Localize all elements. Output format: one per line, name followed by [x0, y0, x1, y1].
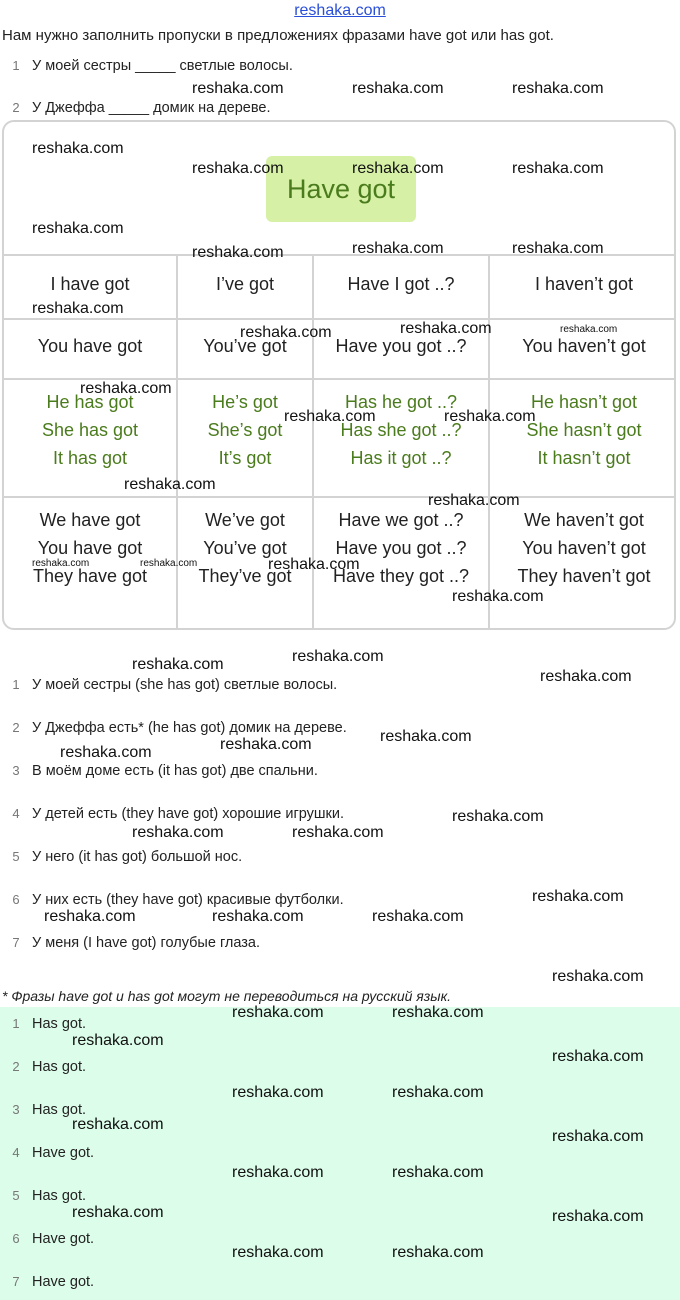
watermark-text: reshaka.com: [284, 408, 376, 425]
watermark-text: reshaka.com: [552, 1208, 644, 1225]
grammar-form: We haven’t got: [524, 510, 644, 530]
translation-text: У моей сестры (she has got) светлые волосы.: [32, 677, 338, 693]
answer-number: 2: [12, 1059, 20, 1074]
watermark-text: reshaka.com: [140, 558, 198, 569]
grammar-form: They’ve got: [198, 566, 292, 586]
watermark-text: reshaka.com: [32, 140, 124, 157]
grammar-form: We’ve got: [205, 510, 285, 530]
translation-item: [0, 677, 337, 693]
grammar-form: He has got: [46, 392, 134, 412]
watermark-text: reshaka.com: [392, 1004, 484, 1021]
grammar-form: Has he got ..?: [344, 392, 458, 412]
grammar-cell: [490, 254, 676, 318]
answer-number: 3: [12, 1102, 20, 1117]
grammar-table: [2, 120, 676, 630]
answer-item: [0, 1231, 94, 1247]
grammar-cell: [314, 254, 490, 318]
answer-number: 6: [12, 1231, 20, 1246]
watermark-text: reshaka.com: [60, 744, 152, 761]
grammar-form: She’s got: [207, 420, 283, 440]
watermark-text: reshaka.com: [132, 824, 224, 841]
watermark-text: reshaka.com: [132, 656, 224, 673]
translation-text: В моём доме есть (it has got) две спальни.: [32, 763, 318, 779]
grammar-form: We have got: [39, 510, 141, 530]
grammar-form: They haven’t got: [517, 566, 651, 586]
watermark-text: reshaka.com: [452, 588, 544, 605]
watermark-text: reshaka.com: [72, 1204, 164, 1221]
translation-number: 3: [12, 763, 20, 778]
grammar-form: Have you got ..?: [335, 336, 467, 356]
watermark-text: reshaka.com: [372, 908, 464, 925]
grammar-form: She has got: [41, 420, 139, 440]
grammar-form: She hasn’t got: [526, 420, 642, 440]
watermark-text: reshaka.com: [80, 380, 172, 397]
watermark-text: reshaka.com: [32, 220, 124, 237]
watermark-text: reshaka.com: [232, 1244, 324, 1261]
task-number: 1: [12, 58, 20, 73]
watermark-text: reshaka.com: [192, 80, 284, 97]
translation-item: [0, 892, 344, 908]
grammar-form: He’s got: [212, 392, 278, 412]
watermark-text: reshaka.com: [532, 888, 624, 905]
grammar-form: You’ve got: [203, 336, 287, 356]
watermark-text: reshaka.com: [292, 824, 384, 841]
watermark-text: reshaka.com: [540, 668, 632, 685]
watermark-text: reshaka.com: [192, 244, 284, 261]
watermark-text: reshaka.com: [44, 908, 136, 925]
watermark-text: reshaka.com: [72, 1032, 164, 1049]
watermark-text: reshaka.com: [192, 160, 284, 177]
watermark-text: reshaka.com: [292, 648, 384, 665]
task-item: [0, 58, 293, 74]
grammar-cell: [4, 318, 178, 378]
translation-number: 7: [12, 935, 20, 950]
grammar-form: You have got: [37, 336, 143, 356]
watermark-text: reshaka.com: [72, 1116, 164, 1133]
watermark-text: reshaka.com: [32, 300, 124, 317]
watermark-text: reshaka.com: [124, 476, 216, 493]
answer-text: Has got.: [32, 1102, 86, 1118]
answer-item: [0, 1145, 94, 1161]
translation-item: [0, 849, 242, 865]
grammar-form: You haven’t got: [522, 538, 646, 558]
watermark-text: reshaka.com: [232, 1004, 324, 1021]
translation-item: [0, 935, 260, 951]
watermark-text: reshaka.com: [352, 80, 444, 97]
answer-text: Has got.: [32, 1059, 86, 1075]
task-text: У Джеффа _____ домик на дереве.: [32, 100, 271, 116]
grammar-form: He hasn’t got: [530, 392, 638, 412]
grammar-cell: [490, 496, 676, 630]
grammar-form: Have you got ..?: [335, 538, 467, 558]
intro-text: Нам нужно заполнить пропуски в предложениях фразами have got или has got.: [2, 27, 554, 44]
watermark-text: reshaka.com: [232, 1164, 324, 1181]
site-link[interactable]: reshaka.com: [294, 2, 386, 19]
watermark-text: reshaka.com: [512, 160, 604, 177]
translation-number: 6: [12, 892, 20, 907]
answer-item: [0, 1274, 94, 1290]
grammar-form: I haven’t got: [534, 274, 634, 294]
watermark-text: reshaka.com: [268, 556, 360, 573]
watermark-text: reshaka.com: [380, 728, 472, 745]
translation-item: [0, 720, 347, 736]
watermark-text: reshaka.com: [392, 1084, 484, 1101]
watermark-text: reshaka.com: [240, 324, 332, 341]
grammar-cell: [314, 378, 490, 496]
grammar-form: It has got: [52, 448, 128, 468]
translation-text: У него (it has got) большой нос.: [32, 849, 243, 865]
watermark-text: reshaka.com: [232, 1084, 324, 1101]
task-number: 2: [12, 100, 20, 115]
footnote: * Фразы have got и has got могут не переводиться на русский язык.: [2, 988, 452, 1004]
translation-text: У меня (I have got) голубые глаза.: [32, 935, 261, 951]
grammar-form: Have we got ..?: [338, 510, 464, 530]
grammar-form: You’ve got: [203, 538, 287, 558]
watermark-text: reshaka.com: [452, 808, 544, 825]
grammar-cell: [178, 254, 314, 318]
grammar-cell: [490, 378, 676, 496]
watermark-text: reshaka.com: [400, 320, 492, 337]
answer-number: 4: [12, 1145, 20, 1160]
watermark-text: reshaka.com: [444, 408, 536, 425]
grammar-form: You haven’t got: [522, 336, 646, 356]
answer-text: Have got.: [32, 1145, 95, 1161]
task-item: [0, 100, 270, 116]
translation-text: У детей есть (they have got) хорошие игрушки.: [32, 806, 344, 822]
answer-text: Have got.: [32, 1231, 95, 1247]
grammar-title: Have got: [266, 156, 416, 222]
grammar-form: Has she got ..?: [340, 420, 462, 440]
grammar-form: It hasn’t got: [537, 448, 631, 468]
translation-number: 4: [12, 806, 20, 821]
answer-number: 5: [12, 1188, 20, 1203]
answer-text: Have got.: [32, 1274, 95, 1290]
watermark-text: reshaka.com: [352, 240, 444, 257]
watermark-text: reshaka.com: [552, 1048, 644, 1065]
translation-number: 2: [12, 720, 20, 735]
watermark-text: reshaka.com: [392, 1164, 484, 1181]
answer-number: 7: [12, 1274, 20, 1289]
watermark-text: reshaka.com: [552, 1128, 644, 1145]
grammar-form: Have I got ..?: [347, 274, 455, 294]
grammar-form: I have got: [50, 274, 130, 294]
watermark-text: reshaka.com: [32, 558, 90, 569]
task-text: У моей сестры _____ светлые волосы.: [32, 58, 293, 74]
answer-item: [0, 1188, 86, 1204]
translation-item: [0, 806, 344, 822]
watermark-text: reshaka.com: [212, 908, 304, 925]
translation-item: [0, 763, 318, 779]
watermark-text: reshaka.com: [560, 324, 618, 335]
grammar-form: You have got: [37, 538, 143, 558]
translation-number: 5: [12, 849, 20, 864]
answer-text: Has got.: [32, 1188, 86, 1204]
grammar-form: It’s got: [218, 448, 272, 468]
grammar-form: Have they got ..?: [332, 566, 470, 586]
answer-text: Has got.: [32, 1016, 86, 1032]
watermark-text: reshaka.com: [392, 1244, 484, 1261]
answer-number: 1: [12, 1016, 20, 1031]
answer-item: [0, 1016, 86, 1032]
watermark-text: reshaka.com: [352, 160, 444, 177]
translation-text: У них есть (they have got) красивые футболки.: [32, 892, 344, 908]
watermark-text: reshaka.com: [512, 80, 604, 97]
translation-text: У Джеффа есть* (he has got) домик на дереве.: [32, 720, 347, 736]
translation-number: 1: [12, 677, 20, 692]
grammar-form: I’ve got: [215, 274, 275, 294]
grammar-form: Has it got ..?: [350, 448, 452, 468]
watermark-text: reshaka.com: [428, 492, 520, 509]
watermark-text: reshaka.com: [552, 968, 644, 985]
answer-item: [0, 1059, 86, 1075]
grammar-form: They have got: [32, 566, 148, 586]
watermark-text: reshaka.com: [512, 240, 604, 257]
watermark-text: reshaka.com: [220, 736, 312, 753]
